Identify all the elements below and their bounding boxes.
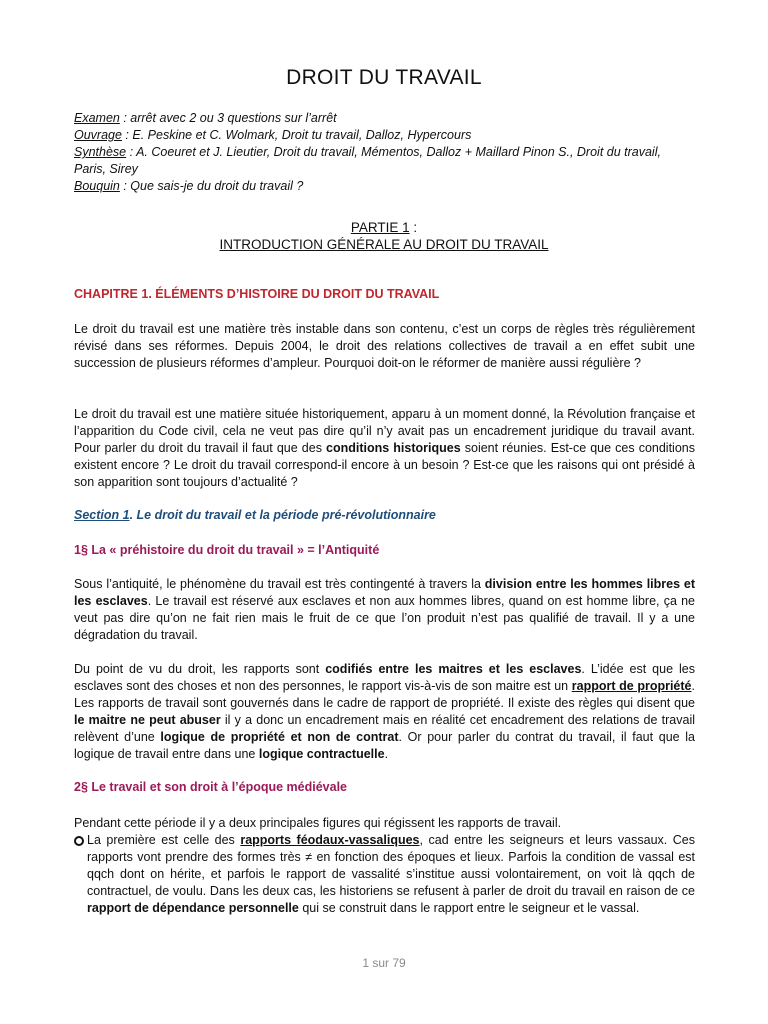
- reference-ouvrage: Ouvrage : E. Peskine et C. Wolmark, Droit tu travail, Dalloz, Hypercours: [74, 128, 472, 142]
- reference-bouquin: Bouquin : Que sais-je du droit du travail ?: [74, 179, 304, 193]
- bold-rapports-feodaux: rapports féodaux-vassaliques: [240, 833, 420, 847]
- bold-division: division entre les hommes libres et les esclaves: [74, 577, 695, 608]
- subheading-antiquite: 1§ La « préhistoire du droit du travail » = l’Antiquité: [74, 543, 380, 557]
- section-label: Section 1: [74, 508, 130, 522]
- references-block: [74, 110, 696, 195]
- reference-synthese: Synthèse : A. Coeuret et J. Lieutier, Droit du travail, Mémentos, Dalloz + Maillard Pinon S., Droit du travail, Paris, Sirey: [74, 145, 661, 176]
- subheading-medievale: 2§ Le travail et son droit à l’époque médiévale: [74, 780, 348, 794]
- bullet-circle-icon: [74, 836, 84, 846]
- paragraph-historique: Le droit du travail est une matière située historiquement, apparu à un moment donné, la Révolution française et l’apparition du Code civil, cela ne veut pas dire qu’il n’y avait pas un encadrement juridique du travail avant. Pour parler du droit du travail il faut que des conditions historiques soient réunies. Est-ce que ces conditions existent encore ? Le droit du travail correspond-il encore à un besoin ? Est-ce que les raisons qui ont présidé à son apparition sont toujours d’actualité ?: [74, 407, 695, 489]
- reference-examen: Examen : arrêt avec 2 ou 3 questions sur l’arrêt: [74, 111, 337, 125]
- bullet-item-feodaux: La première est celle des rapports féodaux-vassaliques, cad entre les seigneurs et leurs vassaux. Ces rapports vont prendre des formes très ≠ en fonction des époques et lieux. Parfois la condition de vassal est qqch dont on hérite, et parfois le rapport de vassalité s’institue aussi volontairement, on voit là qqch de contractuel, de voulu. Dans les deux cas, les historiens se refusent à parler de droit du travail en raison de ce rapport de dépendance personnelle qui se construit dans le rapport entre le seigneur et le vassal.: [74, 832, 695, 917]
- bold-rapport-propriete: rapport de propriété: [571, 679, 692, 693]
- partie-heading: PARTIE 1 : INTRODUCTION GÉNÉRALE AU DROIT DU TRAVAIL: [219, 220, 549, 252]
- paragraph-figures: Pendant cette période il y a deux principales figures qui régissent les rapports de travail.: [74, 816, 562, 830]
- bold-conditions-historiques: conditions historiques: [326, 441, 461, 455]
- section-heading: Section 1. Le droit du travail et la période pré-révolutionnaire: [74, 508, 436, 522]
- paragraph-antiquite: Sous l’antiquité, le phénomène du travail est très contingenté à travers la division entre les hommes libres et les esclaves. Le travail est réservé aux esclaves et non aux hommes libres, quand on est homme libre, ça ne veut pas dire qu’on ne fait rien mais le fruit de ce que l’on produit n’est pas qualifié de travail. Il y a une dégradation du travail.: [74, 577, 695, 642]
- partie-label: PARTIE 1: [350, 220, 410, 235]
- page-number: 1 sur 79: [362, 956, 406, 970]
- chapter-heading: CHAPITRE 1. ÉLÉMENTS D’HISTOIRE DU DROIT DU TRAVAIL: [74, 287, 440, 301]
- document-title: DROIT DU TRAVAIL: [286, 66, 482, 89]
- partie-subtitle: INTRODUCTION GÉNÉRALE AU DROIT DU TRAVAIL: [219, 237, 549, 252]
- paragraph-droit-esclaves: Du point de vu du droit, les rapports sont codifiés entre les maitres et les esclaves. L’idée est que les esclaves sont des choses et non des personnes, le rapport vis-à-vis de son maitre est un rapport de propriété. Les rapports de travail sont gouvernés dans le cadre de rapport de propriété. Il existe des règles qui disent que le maitre ne peut abuser il y a donc un encadrement mais en réalité cet encadrement des relations de travail relèvent d’une logique de propriété et non de contrat. Or pour parler du contrat du travail, il faut que la logique de travail entre dans une logique contractuelle.: [74, 662, 695, 761]
- paragraph-intro: Le droit du travail est une matière très instable dans son contenu, c’est un corps de règles très régulièrement révisé dans ses réformes. Depuis 2004, le droit des relations collectives de travail a en effet subit une succession de plusieurs réformes d’ampleur. Pourquoi doit-on le réformer de manière aussi régulière ?: [74, 322, 695, 370]
